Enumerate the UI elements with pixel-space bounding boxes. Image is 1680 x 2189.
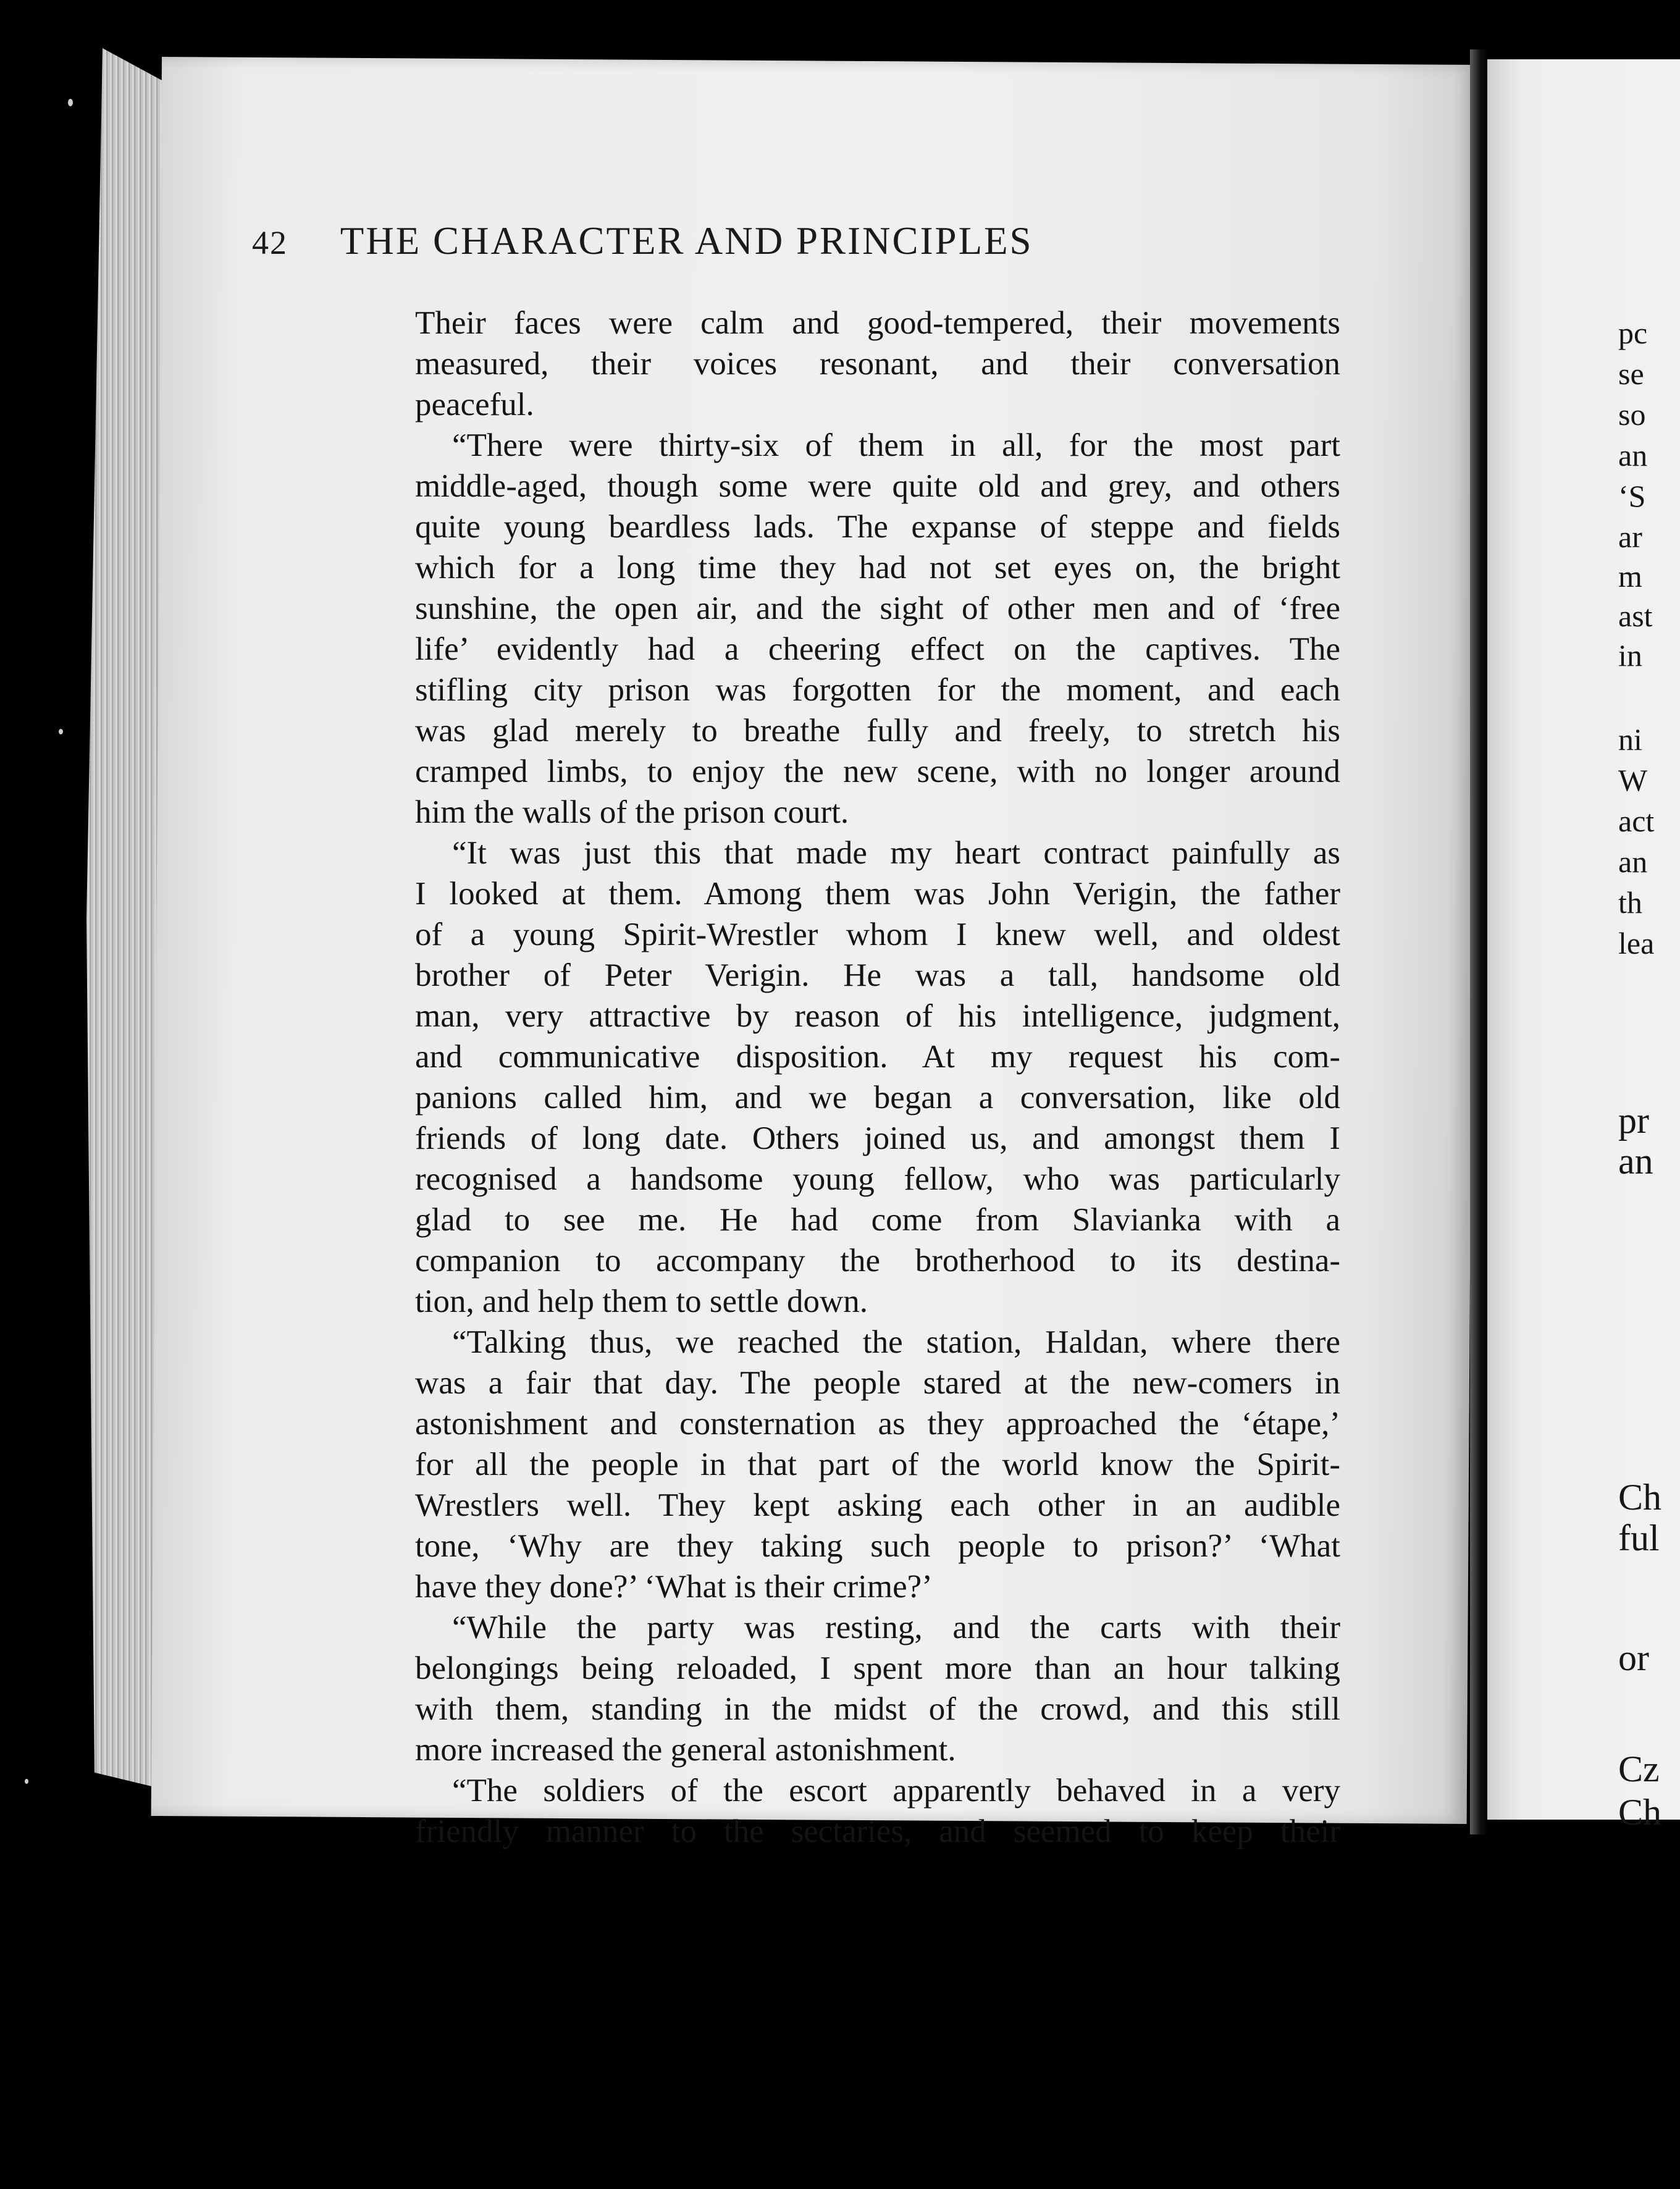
text-line: and communicative disposition. At my request his com- xyxy=(415,1039,1340,1075)
facing-page-fragment: W xyxy=(1618,763,1648,797)
facing-page-fragment: Cz xyxy=(1618,1749,1660,1789)
scan-speck xyxy=(25,1779,28,1784)
text-line: companion to accompany the brotherhood to its destina- xyxy=(415,1243,1340,1279)
text-line: panions called him, and we began a conversation, like old xyxy=(415,1080,1340,1116)
text-line: quite young beardless lads. The expanse of steppe and fields xyxy=(415,509,1340,545)
text-line: Wrestlers well. They kept asking each other in an audible xyxy=(415,1487,1340,1523)
text-line: him the walls of the prison court. xyxy=(415,794,849,830)
facing-page-fragment: Ch xyxy=(1618,1477,1662,1518)
facing-page-fragment: an xyxy=(1618,438,1648,473)
text-line: astonishment and consternation as they approached the ‘étape,’ xyxy=(415,1406,1340,1442)
text-line: stifling city prison was forgotten for the moment, and each xyxy=(415,672,1340,708)
text-line: “The soldiers of the escort apparently behaved in a very xyxy=(452,1773,1340,1809)
text-line: “While the party was resting, and the carts with their xyxy=(452,1610,1340,1645)
facing-page-fragment: ‘S xyxy=(1618,479,1646,513)
running-head xyxy=(252,219,1339,264)
facing-page-fragment: an xyxy=(1618,1141,1653,1182)
facing-page-fragment: m xyxy=(1618,559,1642,594)
text-line: “There were thirty-six of them in all, for the most part xyxy=(452,427,1340,463)
scan-speck xyxy=(59,729,63,734)
facing-page-fragment: th xyxy=(1618,885,1642,920)
text-line: man, very attractive by reason of his intelligence, judgment, xyxy=(415,998,1340,1034)
text-line: have they done?’ ‘What is their crime?’ xyxy=(415,1569,933,1605)
text-line: glad to see me. He had come from Slavianka with a xyxy=(415,1202,1340,1238)
facing-page-fragment: an xyxy=(1618,844,1648,879)
text-line: tone, ‘Why are they taking such people to prison?’ ‘What xyxy=(415,1528,1340,1564)
text-line: brother of Peter Verigin. He was a tall, handsome old xyxy=(415,957,1340,993)
text-line: “Talking thus, we reached the station, Haldan, where there xyxy=(452,1324,1340,1360)
running-head-title: THE CHARACTER AND PRINCIPLES xyxy=(340,219,1033,263)
facing-page-fragment: ful xyxy=(1618,1518,1660,1558)
text-line: “It was just this that made my heart contract painfully as xyxy=(452,835,1340,871)
text-line: measured, their voices resonant, and their conversation xyxy=(415,346,1340,382)
book-gutter xyxy=(1470,49,1487,1834)
text-line: which for a long time they had not set eyes on, the bright xyxy=(415,550,1340,586)
text-line: friends of long date. Others joined us, and amongst them I xyxy=(415,1120,1340,1156)
text-line: was glad merely to breathe fully and freely, to stretch his xyxy=(415,713,1340,749)
text-line: friendly manner to the sectaries, and seemed to keep their xyxy=(415,1813,1340,1849)
text-line: sunshine, the open air, and the sight of other men and of ‘free xyxy=(415,590,1340,626)
facing-page-fragment: ni xyxy=(1618,722,1642,757)
text-line: peaceful. xyxy=(415,387,534,422)
facing-page-fragment: pr xyxy=(1618,1100,1649,1141)
text-line: for all the people in that part of the world know the Spirit- xyxy=(415,1447,1340,1482)
text-line: middle-aged, though some were quite old and grey, and others xyxy=(415,468,1340,504)
facing-page-fragment: ast xyxy=(1618,599,1653,633)
facing-page-fragment: se xyxy=(1618,356,1644,391)
facing-page-fragment: in xyxy=(1618,638,1642,673)
text-line: was a fair that day. The people stared at the new-comers in xyxy=(415,1365,1340,1401)
body-text xyxy=(415,303,1340,1852)
text-line: with them, standing in the midst of the crowd, and this still xyxy=(415,1691,1340,1727)
facing-page-fragment: or xyxy=(1618,1637,1649,1678)
text-line: recognised a handsome young fellow, who was particularly xyxy=(415,1161,1340,1197)
facing-page-fragment: act xyxy=(1618,804,1655,838)
text-line: cramped limbs, to enjoy the new scene, with no longer around xyxy=(415,754,1340,789)
facing-page-fragment: so xyxy=(1618,397,1646,432)
page-number: 42 xyxy=(252,224,288,261)
scan-speck xyxy=(68,99,73,106)
text-line: I looked at them. Among them was John Verigin, the father xyxy=(415,876,1340,912)
text-line: belongings being reloaded, I spent more than an hour talking xyxy=(415,1650,1340,1686)
text-line: more increased the general astonishment. xyxy=(415,1732,956,1768)
facing-page-fragment: lea xyxy=(1618,926,1655,960)
facing-page-fragment: pc xyxy=(1618,316,1648,350)
facing-page-fragment: ar xyxy=(1618,519,1642,554)
text-line: Their faces were calm and good-tempered, their movements xyxy=(415,305,1340,341)
text-line: of a young Spirit-Wrestler whom I knew well, and oldest xyxy=(415,917,1340,952)
text-line: tion, and help them to settle down. xyxy=(415,1284,868,1319)
text-line: life’ evidently had a cheering effect on the captives. The xyxy=(415,631,1340,667)
facing-page-fragment: Ch xyxy=(1618,1792,1662,1833)
